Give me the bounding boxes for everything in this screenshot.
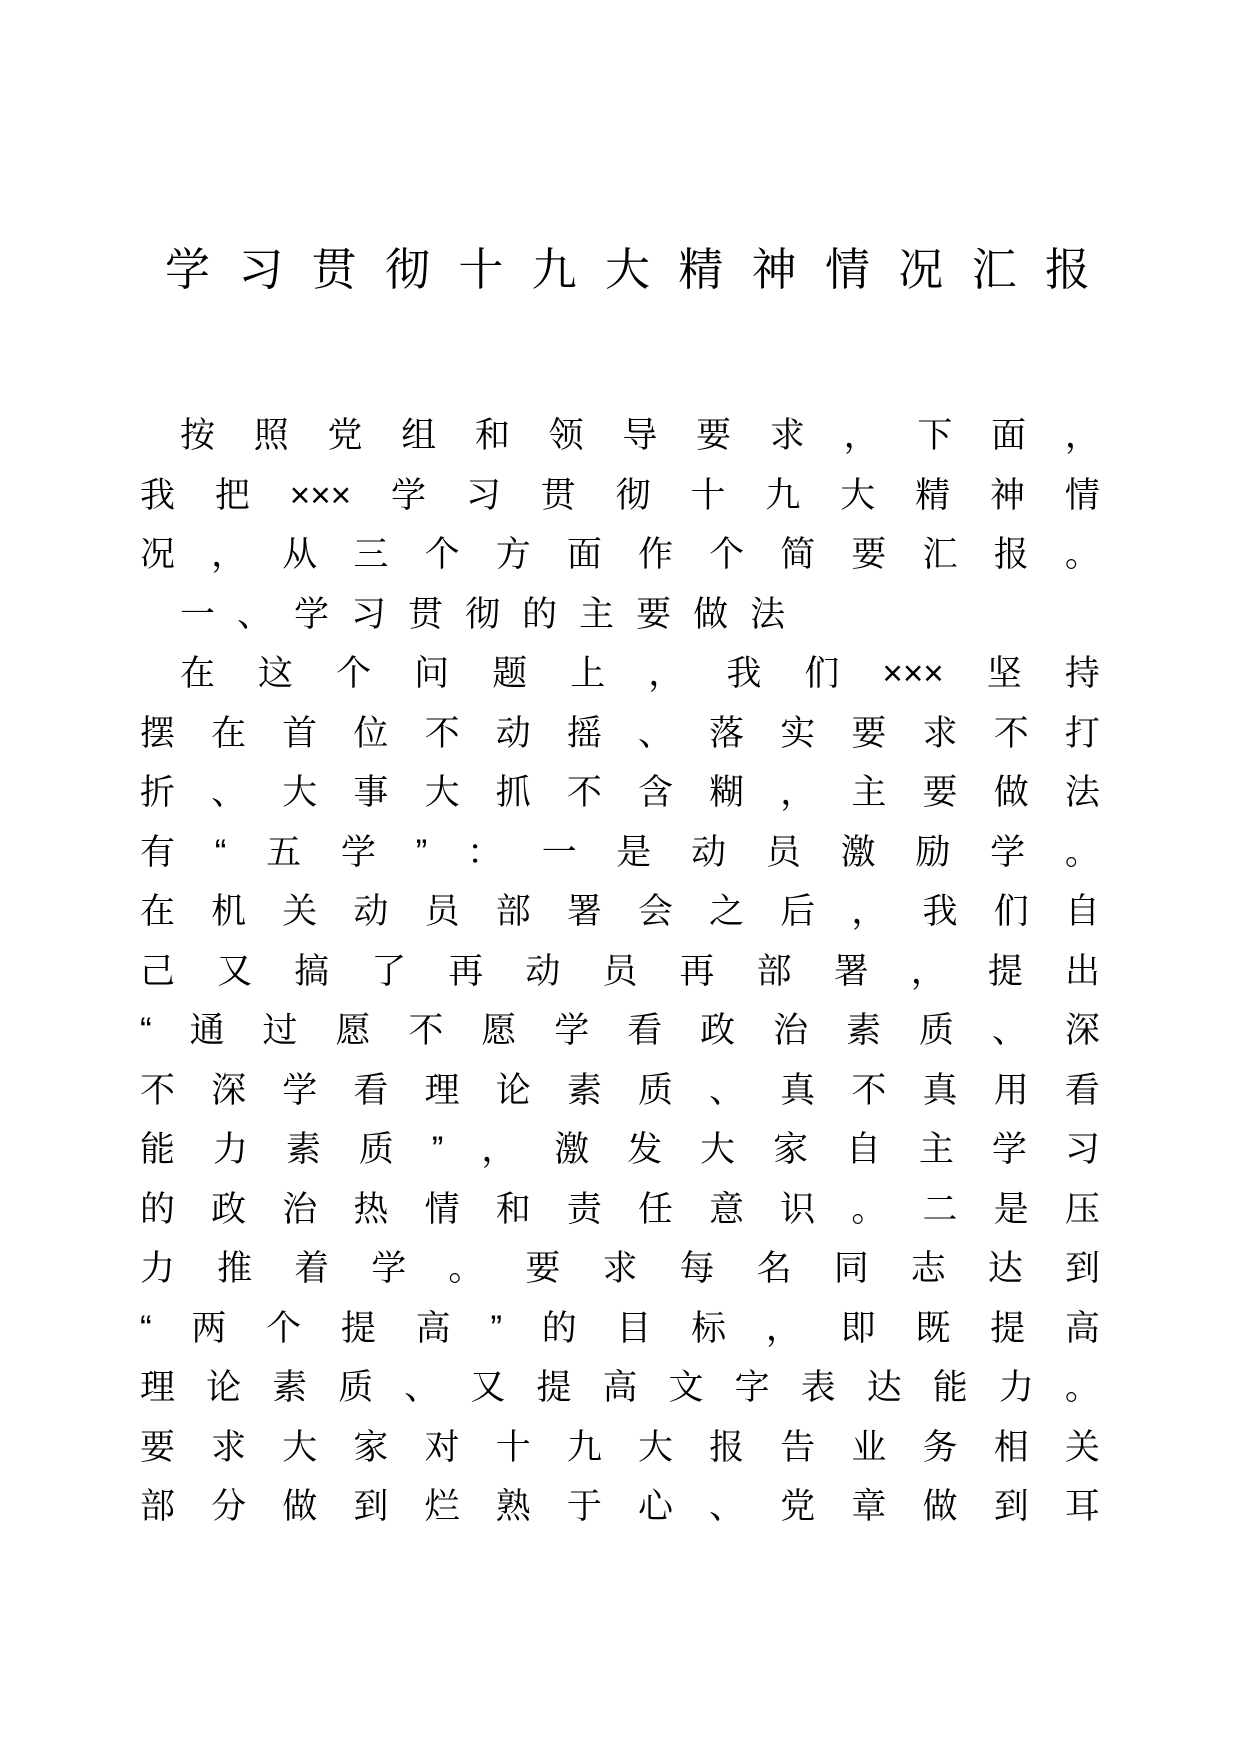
glyph: 做 bbox=[282, 1487, 318, 1527]
glyph: 提 bbox=[340, 1308, 376, 1348]
title-char: 情 bbox=[824, 244, 870, 295]
glyph: 二 bbox=[922, 1189, 958, 1229]
title-char: 贯 bbox=[311, 244, 357, 295]
glyph: 政 bbox=[211, 1189, 247, 1229]
glyph: 学 bbox=[294, 594, 330, 634]
glyph: 个 bbox=[709, 535, 745, 575]
glyph: ” bbox=[431, 1130, 444, 1170]
glyph: ， bbox=[851, 892, 887, 932]
glyph: 习 bbox=[351, 594, 387, 634]
glyph: 关 bbox=[1064, 1427, 1100, 1467]
glyph: 不 bbox=[566, 773, 602, 813]
text-line bbox=[140, 585, 1100, 645]
glyph: 会 bbox=[637, 892, 673, 932]
glyph: 们 bbox=[804, 654, 840, 694]
glyph: 照 bbox=[253, 416, 289, 456]
glyph: 提 bbox=[990, 1308, 1026, 1348]
glyph: 提 bbox=[987, 951, 1023, 991]
glyph: 既 bbox=[915, 1308, 951, 1348]
glyph: 做 bbox=[922, 1487, 958, 1527]
glyph: 和 bbox=[495, 1189, 531, 1229]
glyph: 两 bbox=[191, 1308, 227, 1348]
text-line bbox=[140, 882, 1100, 942]
text-line bbox=[140, 942, 1100, 1002]
glyph: 关 bbox=[282, 892, 318, 932]
glyph: 耳 bbox=[1064, 1487, 1100, 1527]
glyph: 主 bbox=[851, 773, 887, 813]
glyph: 一 bbox=[541, 832, 577, 872]
glyph: 论 bbox=[206, 1368, 242, 1408]
glyph: 部 bbox=[140, 1487, 176, 1527]
glyph: 神 bbox=[989, 475, 1025, 515]
glyph: 这 bbox=[258, 654, 294, 694]
glyph: 十 bbox=[495, 1427, 531, 1467]
glyph: 习 bbox=[465, 475, 501, 515]
glyph: 表 bbox=[800, 1368, 836, 1408]
glyph: 要 bbox=[851, 535, 887, 575]
glyph: 员 bbox=[424, 892, 460, 932]
glyph: 分 bbox=[211, 1487, 247, 1527]
glyph: 能 bbox=[932, 1368, 968, 1408]
glyph: 。 bbox=[448, 1249, 484, 1289]
glyph: 深 bbox=[1064, 1011, 1100, 1051]
glyph: 个 bbox=[336, 654, 372, 694]
glyph: 再 bbox=[448, 951, 484, 991]
glyph: 求 bbox=[769, 416, 805, 456]
glyph: 对 bbox=[424, 1427, 460, 1467]
glyph: 责 bbox=[566, 1189, 602, 1229]
glyph: 政 bbox=[700, 1011, 736, 1051]
glyph: 素 bbox=[272, 1368, 308, 1408]
glyph: 要 bbox=[696, 416, 732, 456]
glyph: 任 bbox=[637, 1189, 673, 1229]
glyph: 真 bbox=[922, 1070, 958, 1110]
glyph: 大 bbox=[700, 1130, 736, 1170]
glyph: 法 bbox=[1064, 773, 1100, 813]
glyph: 大 bbox=[282, 773, 318, 813]
glyph: 彻 bbox=[465, 594, 501, 634]
glyph: 要 bbox=[636, 594, 672, 634]
glyph: 抓 bbox=[495, 773, 531, 813]
glyph: 目 bbox=[616, 1308, 652, 1348]
text-line bbox=[140, 406, 1100, 466]
glyph: 过 bbox=[262, 1011, 298, 1051]
glyph: 在 bbox=[140, 892, 176, 932]
glyph: 激 bbox=[554, 1130, 590, 1170]
glyph: 到 bbox=[353, 1487, 389, 1527]
glyph: 识 bbox=[780, 1189, 816, 1229]
text-line bbox=[140, 763, 1100, 823]
glyph: ， bbox=[780, 773, 816, 813]
glyph: 己 bbox=[140, 951, 176, 991]
glyph: 质 bbox=[338, 1368, 374, 1408]
glyph: 是 bbox=[616, 832, 652, 872]
glyph: 、 bbox=[637, 713, 673, 753]
text-line bbox=[140, 466, 1100, 526]
glyph: 按 bbox=[180, 416, 216, 456]
text-line bbox=[140, 644, 1100, 704]
glyph: 学 bbox=[340, 832, 376, 872]
glyph: 首 bbox=[282, 713, 318, 753]
glyph: 要 bbox=[140, 1427, 176, 1467]
glyph: 名 bbox=[756, 1249, 792, 1289]
glyph: 力 bbox=[140, 1249, 176, 1289]
glyph: 做 bbox=[993, 773, 1029, 813]
glyph: 三 bbox=[353, 535, 389, 575]
glyph: 于 bbox=[566, 1487, 602, 1527]
glyph: 相 bbox=[993, 1427, 1029, 1467]
glyph: 个 bbox=[424, 535, 460, 575]
text-line bbox=[140, 1061, 1100, 1121]
glyph: 推 bbox=[217, 1249, 253, 1289]
title-char: 汇 bbox=[971, 244, 1017, 295]
glyph: 下 bbox=[917, 416, 953, 456]
glyph: 个 bbox=[266, 1308, 302, 1348]
glyph: 动 bbox=[525, 951, 561, 991]
glyph: 坚 bbox=[986, 654, 1022, 694]
title-char: 报 bbox=[1044, 244, 1090, 295]
glyph: 治 bbox=[773, 1011, 809, 1051]
glyph: 能 bbox=[140, 1130, 176, 1170]
glyph: 学 bbox=[990, 832, 1026, 872]
glyph: “ bbox=[140, 1011, 152, 1051]
glyph: “ bbox=[214, 832, 227, 872]
glyph: 搞 bbox=[294, 951, 330, 991]
text-line bbox=[140, 525, 1100, 585]
glyph: 、 bbox=[211, 773, 247, 813]
glyph: 出 bbox=[1064, 951, 1100, 991]
glyph: 高 bbox=[602, 1368, 638, 1408]
glyph: 情 bbox=[1064, 475, 1100, 515]
title-char: 精 bbox=[678, 244, 724, 295]
glyph: 治 bbox=[282, 1189, 318, 1229]
glyph: ， bbox=[765, 1308, 801, 1348]
glyph: 在 bbox=[180, 654, 216, 694]
glyph: 同 bbox=[833, 1249, 869, 1289]
glyph: 九 bbox=[566, 1427, 602, 1467]
glyph: 学 bbox=[554, 1011, 590, 1051]
glyph: 不 bbox=[851, 1070, 887, 1110]
glyph: 高 bbox=[1064, 1308, 1100, 1348]
glyph: ： bbox=[466, 832, 502, 872]
glyph: 机 bbox=[211, 892, 247, 932]
text-line bbox=[140, 1239, 1100, 1299]
glyph: 汇 bbox=[922, 535, 958, 575]
glyph: 不 bbox=[140, 1070, 176, 1110]
glyph: 素 bbox=[846, 1011, 882, 1051]
glyph: 、 bbox=[404, 1368, 440, 1408]
glyph: 动 bbox=[495, 713, 531, 753]
glyph: 心 bbox=[637, 1487, 673, 1527]
glyph: 理 bbox=[424, 1070, 460, 1110]
glyph: 贯 bbox=[540, 475, 576, 515]
glyph: 大 bbox=[840, 475, 876, 515]
glyph: 、 bbox=[709, 1487, 745, 1527]
glyph: 大 bbox=[637, 1427, 673, 1467]
glyph: 情 bbox=[424, 1189, 460, 1229]
glyph: 每 bbox=[679, 1249, 715, 1289]
glyph: 又 bbox=[217, 951, 253, 991]
glyph: 习 bbox=[1064, 1130, 1100, 1170]
glyph: 章 bbox=[851, 1487, 887, 1527]
glyph: 学 bbox=[282, 1070, 318, 1110]
glyph: 的 bbox=[541, 1308, 577, 1348]
glyph: 提 bbox=[536, 1368, 572, 1408]
glyph: 员 bbox=[765, 832, 801, 872]
glyph: 把 bbox=[214, 475, 250, 515]
glyph: 励 bbox=[915, 832, 951, 872]
glyph: ， bbox=[648, 654, 684, 694]
glyph: 用 bbox=[993, 1070, 1029, 1110]
glyph: 自 bbox=[846, 1130, 882, 1170]
glyph: 不 bbox=[993, 713, 1029, 753]
text-line bbox=[140, 704, 1100, 764]
glyph: 折 bbox=[140, 773, 176, 813]
glyph: 导 bbox=[622, 416, 658, 456]
glyph: 素 bbox=[285, 1130, 321, 1170]
glyph: 要 bbox=[525, 1249, 561, 1289]
glyph: 主 bbox=[918, 1130, 954, 1170]
glyph: 自 bbox=[1064, 892, 1100, 932]
glyph: 标 bbox=[691, 1308, 727, 1348]
glyph: 从 bbox=[282, 535, 318, 575]
glyph: 和 bbox=[474, 416, 510, 456]
glyph: 精 bbox=[915, 475, 951, 515]
glyph: ， bbox=[211, 535, 247, 575]
glyph: 、 bbox=[709, 1070, 745, 1110]
glyph: 到 bbox=[1064, 1249, 1100, 1289]
text-line bbox=[140, 1418, 1100, 1478]
glyph: ， bbox=[1064, 416, 1100, 456]
glyph: 我 bbox=[726, 654, 762, 694]
glyph: 要 bbox=[922, 773, 958, 813]
glyph: 摆 bbox=[140, 713, 176, 753]
glyph: 贯 bbox=[408, 594, 444, 634]
text-line bbox=[140, 1120, 1100, 1180]
glyph: 又 bbox=[470, 1368, 506, 1408]
glyph: ××× bbox=[289, 475, 352, 515]
glyph: 论 bbox=[495, 1070, 531, 1110]
glyph: 部 bbox=[495, 892, 531, 932]
glyph: 是 bbox=[993, 1189, 1029, 1229]
glyph: 愿 bbox=[481, 1011, 517, 1051]
glyph: 方 bbox=[495, 535, 531, 575]
glyph: 做 bbox=[693, 594, 729, 634]
text-line bbox=[140, 1180, 1100, 1240]
document-title bbox=[165, 244, 1090, 295]
glyph: 质 bbox=[637, 1070, 673, 1110]
glyph: 在 bbox=[211, 713, 247, 753]
glyph: 党 bbox=[327, 416, 363, 456]
glyph: 求 bbox=[602, 1249, 638, 1289]
glyph: ” bbox=[490, 1308, 502, 1348]
glyph: 动 bbox=[353, 892, 389, 932]
glyph: 志 bbox=[910, 1249, 946, 1289]
title-char: 习 bbox=[238, 244, 284, 295]
glyph: 、 bbox=[991, 1011, 1027, 1051]
glyph: 十 bbox=[690, 475, 726, 515]
glyph: 力 bbox=[212, 1130, 248, 1170]
glyph: 的 bbox=[140, 1189, 176, 1229]
glyph: 含 bbox=[637, 773, 673, 813]
glyph: 面 bbox=[566, 535, 602, 575]
glyph: 。 bbox=[1064, 1368, 1100, 1408]
glyph: 法 bbox=[750, 594, 786, 634]
glyph: 着 bbox=[294, 1249, 330, 1289]
title-char: 大 bbox=[604, 244, 650, 295]
glyph: 业 bbox=[851, 1427, 887, 1467]
glyph: 质 bbox=[358, 1130, 394, 1170]
glyph: 持 bbox=[1064, 654, 1100, 694]
glyph: 后 bbox=[780, 892, 816, 932]
glyph: 即 bbox=[840, 1308, 876, 1348]
glyph: 高 bbox=[415, 1308, 451, 1348]
glyph: 动 bbox=[691, 832, 727, 872]
glyph: 了 bbox=[371, 951, 407, 991]
glyph: 糊 bbox=[709, 773, 745, 813]
glyph: 意 bbox=[709, 1189, 745, 1229]
glyph: 到 bbox=[993, 1487, 1029, 1527]
glyph: 领 bbox=[548, 416, 584, 456]
glyph: 质 bbox=[918, 1011, 954, 1051]
glyph: 报 bbox=[709, 1427, 745, 1467]
text-line bbox=[140, 1358, 1100, 1418]
glyph: 事 bbox=[353, 773, 389, 813]
glyph: 九 bbox=[765, 475, 801, 515]
glyph: 求 bbox=[211, 1427, 247, 1467]
glyph: 家 bbox=[353, 1427, 389, 1467]
glyph: 学 bbox=[991, 1130, 1027, 1170]
text-line bbox=[140, 1299, 1100, 1359]
glyph: 再 bbox=[679, 951, 715, 991]
glyph: 看 bbox=[627, 1011, 663, 1051]
glyph: 字 bbox=[734, 1368, 770, 1408]
glyph: 问 bbox=[414, 654, 450, 694]
glyph: 压 bbox=[1064, 1189, 1100, 1229]
glyph: ， bbox=[910, 951, 946, 991]
glyph: 我 bbox=[140, 475, 176, 515]
glyph: 简 bbox=[780, 535, 816, 575]
title-char: 九 bbox=[531, 244, 577, 295]
glyph: 大 bbox=[282, 1427, 318, 1467]
glyph: 真 bbox=[780, 1070, 816, 1110]
glyph: 学 bbox=[371, 1249, 407, 1289]
glyph: 。 bbox=[1064, 535, 1100, 575]
glyph: 一 bbox=[180, 594, 216, 634]
glyph: 看 bbox=[1064, 1070, 1100, 1110]
glyph: 题 bbox=[492, 654, 528, 694]
glyph: 。 bbox=[851, 1189, 887, 1229]
text-line bbox=[140, 823, 1100, 883]
glyph: 们 bbox=[993, 892, 1029, 932]
glyph: 热 bbox=[353, 1189, 389, 1229]
glyph: 理 bbox=[140, 1368, 176, 1408]
glyph: 作 bbox=[637, 535, 673, 575]
text-line bbox=[140, 1001, 1100, 1061]
glyph: 摇 bbox=[566, 713, 602, 753]
glyph: ××× bbox=[882, 654, 944, 694]
glyph: 有 bbox=[140, 832, 176, 872]
glyph: 况 bbox=[140, 535, 176, 575]
glyph: “ bbox=[140, 1308, 152, 1348]
glyph: 要 bbox=[851, 713, 887, 753]
glyph: 告 bbox=[780, 1427, 816, 1467]
glyph: 不 bbox=[408, 1011, 444, 1051]
glyph: 报 bbox=[993, 535, 1029, 575]
glyph: 组 bbox=[401, 416, 437, 456]
glyph: 通 bbox=[189, 1011, 225, 1051]
glyph: ” bbox=[415, 832, 428, 872]
glyph: 。 bbox=[1064, 832, 1100, 872]
glyph: 实 bbox=[780, 713, 816, 753]
glyph: 发 bbox=[627, 1130, 663, 1170]
title-char: 神 bbox=[751, 244, 797, 295]
glyph: 党 bbox=[780, 1487, 816, 1527]
glyph: 部 bbox=[756, 951, 792, 991]
title-char: 十 bbox=[458, 244, 504, 295]
glyph: 大 bbox=[424, 773, 460, 813]
document-body bbox=[140, 406, 1100, 1537]
glyph: 家 bbox=[773, 1130, 809, 1170]
glyph: 我 bbox=[922, 892, 958, 932]
glyph: 位 bbox=[353, 713, 389, 753]
glyph: 素 bbox=[566, 1070, 602, 1110]
glyph: 烂 bbox=[424, 1487, 460, 1527]
glyph: 署 bbox=[833, 951, 869, 991]
text-line bbox=[140, 1477, 1100, 1537]
glyph: 求 bbox=[922, 713, 958, 753]
glyph: 不 bbox=[424, 713, 460, 753]
title-char: 彻 bbox=[384, 244, 430, 295]
title-char: 况 bbox=[898, 244, 944, 295]
glyph: 五 bbox=[266, 832, 302, 872]
glyph: 、 bbox=[237, 594, 273, 634]
glyph: ， bbox=[843, 416, 879, 456]
glyph: 务 bbox=[922, 1427, 958, 1467]
glyph: 深 bbox=[211, 1070, 247, 1110]
glyph: 主 bbox=[579, 594, 615, 634]
glyph: 的 bbox=[522, 594, 558, 634]
glyph: 熟 bbox=[495, 1487, 531, 1527]
glyph: 彻 bbox=[615, 475, 651, 515]
glyph: 激 bbox=[840, 832, 876, 872]
glyph: 面 bbox=[991, 416, 1027, 456]
glyph: 看 bbox=[353, 1070, 389, 1110]
glyph: 署 bbox=[566, 892, 602, 932]
glyph: 落 bbox=[709, 713, 745, 753]
glyph: 打 bbox=[1064, 713, 1100, 753]
glyph: 上 bbox=[570, 654, 606, 694]
glyph: 愿 bbox=[335, 1011, 371, 1051]
glyph: 达 bbox=[866, 1368, 902, 1408]
glyph: 文 bbox=[668, 1368, 704, 1408]
glyph: 学 bbox=[390, 475, 426, 515]
glyph: 达 bbox=[987, 1249, 1023, 1289]
title-char: 学 bbox=[165, 244, 211, 295]
glyph: 力 bbox=[998, 1368, 1034, 1408]
glyph: 员 bbox=[602, 951, 638, 991]
glyph: ， bbox=[481, 1130, 517, 1170]
glyph: 之 bbox=[709, 892, 745, 932]
